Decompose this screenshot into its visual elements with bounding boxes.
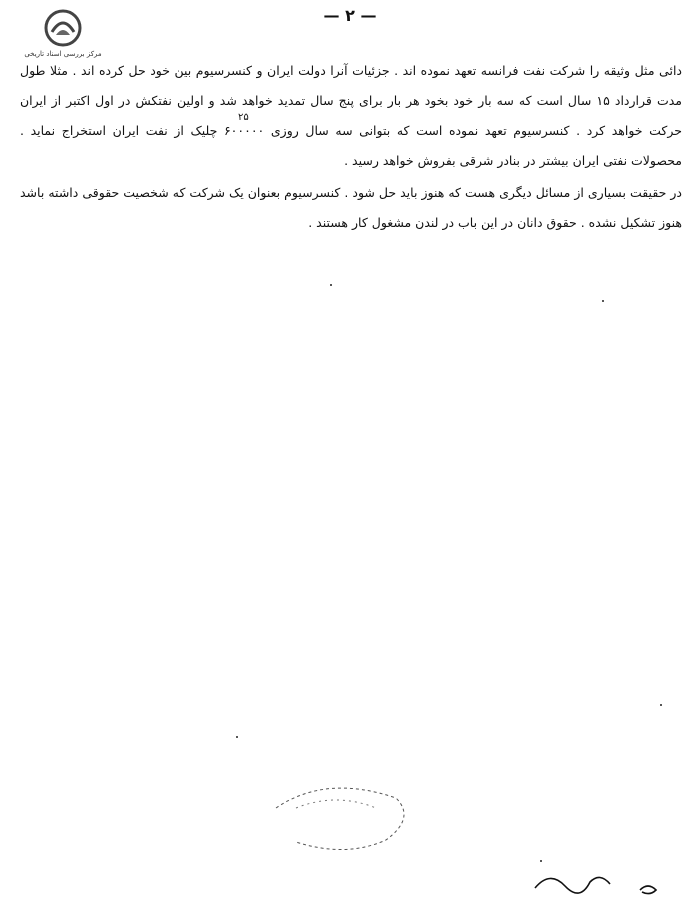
speck — [660, 704, 662, 706]
page-number: — ۲ — — [323, 6, 377, 25]
paragraph-1: دائی مثل وثیقه را شرکت نفت فرانسه تعهد نموده اند . جزئیات آنرا دولت ایران و کنسرسیوم بین خود حل کرده اند . مثلا طول مدت قرارداد ۱۵ سال است که سه بار خود بخود هر بار برای پنج سال تمدید خواهد شد و اولین نفتکش در اول اکتبر از ایران حرکت خواهد کرد . کنسرسیوم تعهد نموده است که بتوانی سه سال روزی ۶۰۰۰۰۰ چلیک از نفت ایران استخراج نماید . محصولات نفتی ایران بیشتر در بنادر شرقی بفروش خواهد رسید . — [20, 63, 682, 168]
logo-caption: مرکز بررسی اسناد تاریخی — [24, 50, 102, 58]
document-body — [20, 56, 682, 238]
stamp-mark — [266, 778, 416, 858]
archive-logo — [14, 8, 112, 58]
speck — [236, 736, 238, 738]
speck — [540, 860, 542, 862]
signature-mark — [530, 860, 670, 900]
archive-emblem-icon — [43, 8, 83, 48]
speck — [330, 284, 332, 286]
paragraph-2: در حقیقت بسیاری از مسائل دیگری هست که هنوز باید حل شود . کنسرسیوم بعنوان یک شرکت که شخصیت حقوقی داشته باشد هنوز تشکیل نشده . حقوق دانان در این باب در لندن مشغول کار هستند . — [20, 185, 682, 230]
speck — [602, 300, 604, 302]
margin-note: ۲۵ — [238, 112, 249, 123]
